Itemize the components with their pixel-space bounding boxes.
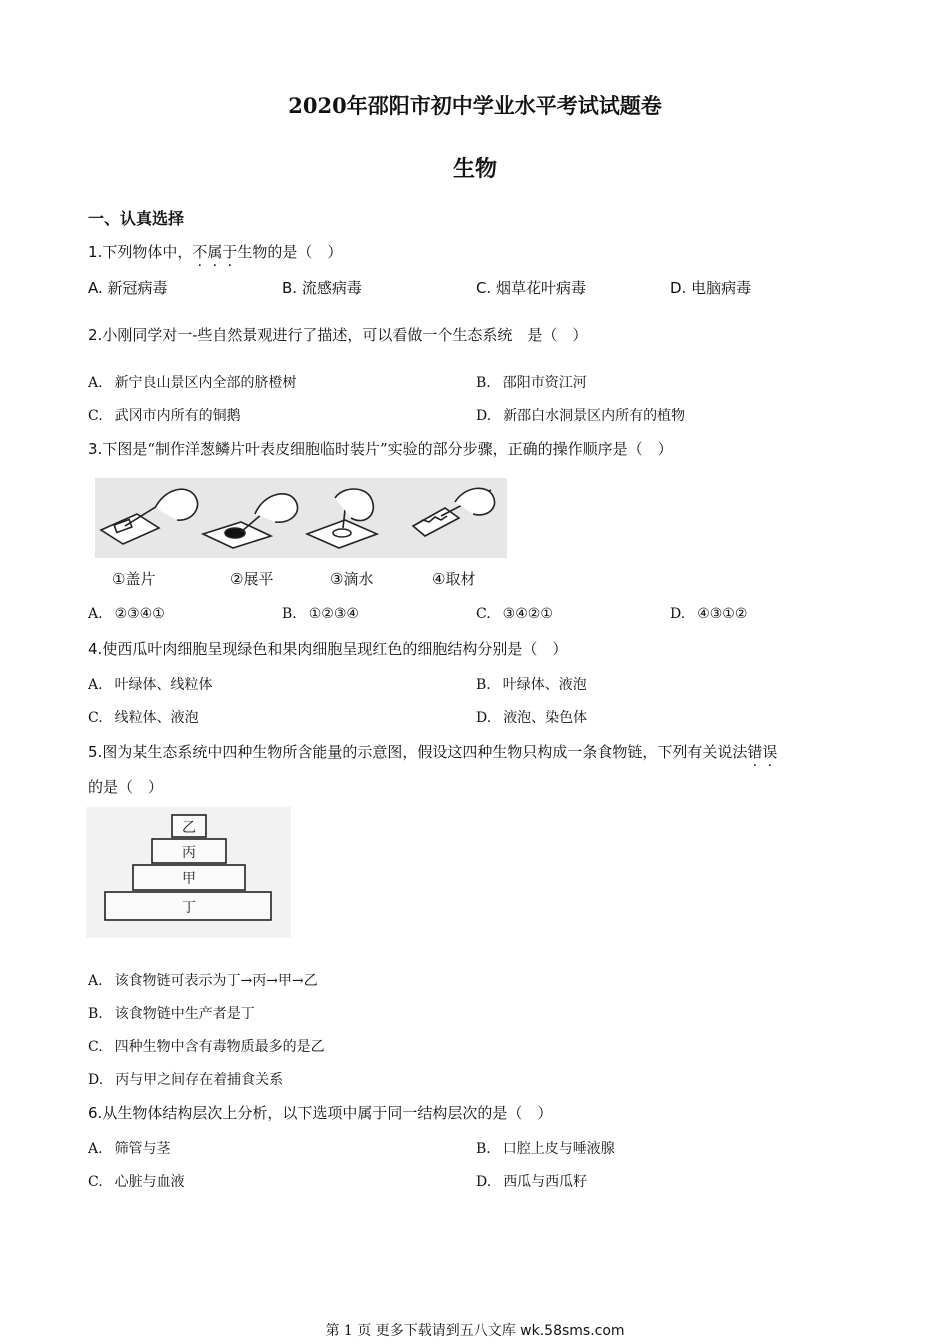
option-c[interactable]: C. 四种生物中含有毒物质最多的是乙 <box>88 1039 325 1055</box>
option-a[interactable]: A. 叶绿体、线粒体 <box>88 677 213 693</box>
option-b[interactable]: B. ①②③④ <box>282 606 359 622</box>
option-c[interactable]: C. 心脏与血液 <box>88 1174 185 1190</box>
emphasis-char: 不 <box>192 243 208 261</box>
pyramid-label: 甲 <box>182 871 196 887</box>
option-a[interactable]: A. 新宁良山景区内全部的脐橙树 <box>88 375 297 391</box>
question-number: 6. <box>88 1104 103 1122</box>
question-6 <box>88 1102 552 1123</box>
pyramid-label: 乙 <box>182 820 196 836</box>
option-c[interactable]: C. 烟草花叶病毒 <box>476 279 587 297</box>
energy-pyramid-figure <box>86 807 291 938</box>
option-a[interactable]: A. 该食物链可表示为丁→丙→甲→乙 <box>88 973 318 989</box>
question-text: 使西瓜叶肉细胞呈现绿色和果肉细胞呈现红色的细胞结构分别是（ ） <box>102 640 568 658</box>
energy-pyramid <box>86 807 291 938</box>
option-c[interactable]: C. 武冈市内所有的铜鹅 <box>88 408 241 424</box>
caption-step-1: ①盖片 <box>112 570 156 588</box>
question-2 <box>88 324 587 345</box>
question-text: 生物的是（ ） <box>237 243 343 261</box>
footer-text: 第 1 页 更多下载请到五八文库 <box>325 1323 516 1339</box>
option-d[interactable]: D. ④③①② <box>670 606 748 622</box>
emphasis-char: 于 <box>222 243 238 261</box>
pyramid-label: 丙 <box>182 845 196 861</box>
option-c[interactable]: C. 线粒体、液泡 <box>88 710 199 726</box>
question-text: 下图是“制作洋葱鳞片叶表皮细胞临时装片”实验的部分步骤，正确的操作顺序是（ ） <box>102 440 673 458</box>
emphasis-char: 错 <box>747 743 763 761</box>
option-c[interactable]: C. ③④②① <box>476 606 553 622</box>
option-b[interactable]: B. 该食物链中生产者是丁 <box>88 1006 255 1022</box>
page-footer <box>0 1320 950 1340</box>
question-3 <box>88 438 673 459</box>
footer-link[interactable]: wk.58sms.com <box>520 1323 625 1339</box>
exam-title: 2020年邵阳市初中学业水平考试试题卷 <box>288 93 662 118</box>
emphasis-char: 误 <box>762 743 778 761</box>
question-number: 5. <box>88 743 103 761</box>
option-b[interactable]: B. 叶绿体、液泡 <box>476 677 587 693</box>
caption-step-2: ②展平 <box>230 570 274 588</box>
question-text: 图为某生态系统中四种生物所含能量的示意图，假设这四种生物只构成一条食物链，下列有关说法 <box>102 743 748 761</box>
question-text: 下列物体中， <box>102 243 193 261</box>
emphasis-char: 属 <box>207 243 223 261</box>
option-b[interactable]: B. 流感病毒 <box>282 279 362 297</box>
option-d[interactable]: D. 新邵白水洞景区内所有的植物 <box>476 408 686 424</box>
question-number: 4. <box>88 640 103 658</box>
pyramid-label: 丁 <box>182 900 196 916</box>
subject-title: 生物 <box>452 156 497 182</box>
slide-preparation-figure <box>95 478 507 558</box>
slide-steps-illustration <box>95 478 507 558</box>
option-b[interactable]: B. 邵阳市资江河 <box>476 375 587 391</box>
option-d[interactable]: D. 丙与甲之间存在着捕食关系 <box>88 1072 284 1088</box>
question-text: 从生物体结构层次上分析，以下选项中属于同一结构层次的是（ ） <box>102 1104 553 1122</box>
option-b[interactable]: B. 口腔上皮与唾液腺 <box>476 1141 615 1157</box>
question-number: 2. <box>88 326 103 344</box>
question-5 <box>88 741 777 762</box>
option-d[interactable]: D. 西瓜与西瓜籽 <box>476 1174 588 1190</box>
question-5-cont: 的是（ ） <box>88 778 164 796</box>
option-a[interactable]: A. ②③④① <box>88 606 165 622</box>
section-heading: 一、认真选择 <box>88 209 185 228</box>
option-d[interactable]: D. 液泡、染色体 <box>476 710 588 726</box>
question-text: 小刚同学对一-些自然景观进行了描述，可以看做一个生态系统 是（ ） <box>102 326 588 344</box>
question-number: 3. <box>88 440 103 458</box>
option-a[interactable]: A. 新冠病毒 <box>88 279 168 297</box>
option-a[interactable]: A. 筛管与茎 <box>88 1141 171 1157</box>
question-4 <box>88 638 567 659</box>
caption-step-3: ③滴水 <box>330 570 374 588</box>
question-1 <box>88 241 342 262</box>
option-d[interactable]: D. 电脑病毒 <box>670 279 752 297</box>
question-number: 1. <box>88 243 103 261</box>
caption-step-4: ④取材 <box>432 570 476 588</box>
